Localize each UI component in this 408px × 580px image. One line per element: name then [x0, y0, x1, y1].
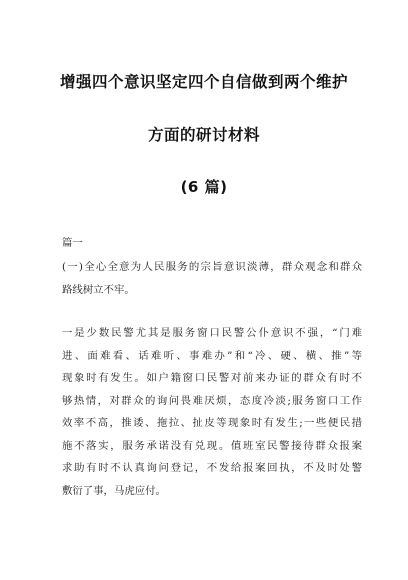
paragraph-2-line: 效率不高，推诿、拖拉、扯皮等现象时有发生;一些便民措 — [62, 417, 362, 429]
paragraph-1-line: 路线树立不牢。 — [62, 283, 135, 296]
paragraph-2-line: 现象时有发生。如户籍窗口民警对前来办证的群众有时不 — [62, 372, 362, 384]
paragraph-2-line: 求助有时不认真询问登记，不发给报案回执，不及时处警 — [62, 462, 362, 474]
section-label: 篇一 — [62, 237, 83, 249]
paragraph-1-line: (一)全心全意为人民服务的宗旨意识淡薄，群众观念和群众 — [62, 261, 362, 273]
paragraph-2-line: 够热情，对群众的询问畏难厌烦，态度冷淡;服务窗口工作 — [62, 394, 362, 407]
document-subtitle-count: (6 篇) — [180, 178, 228, 196]
paragraph-2-line: 一是少数民警尤其是服务窗口民警公仆意识不强，“门难 — [62, 327, 362, 339]
document-title-line-2: 方面的研讨材料 — [147, 126, 260, 144]
paragraph-2-line: 施不落实，服务承诺没有兑现。值班室民警接待群众报案 — [62, 439, 362, 452]
paragraph-2 — [62, 322, 362, 502]
paragraph-2-line: 敷衍了事，马虎应付。 — [62, 484, 166, 497]
paragraph-1 — [62, 256, 362, 301]
document-title-line-1: 增强四个意识坚定四个自信做到两个维护 — [59, 73, 348, 91]
paragraph-2-line: 进、面难看、话难听、事难办”和“冷、硬、横、推”等 — [62, 349, 362, 362]
